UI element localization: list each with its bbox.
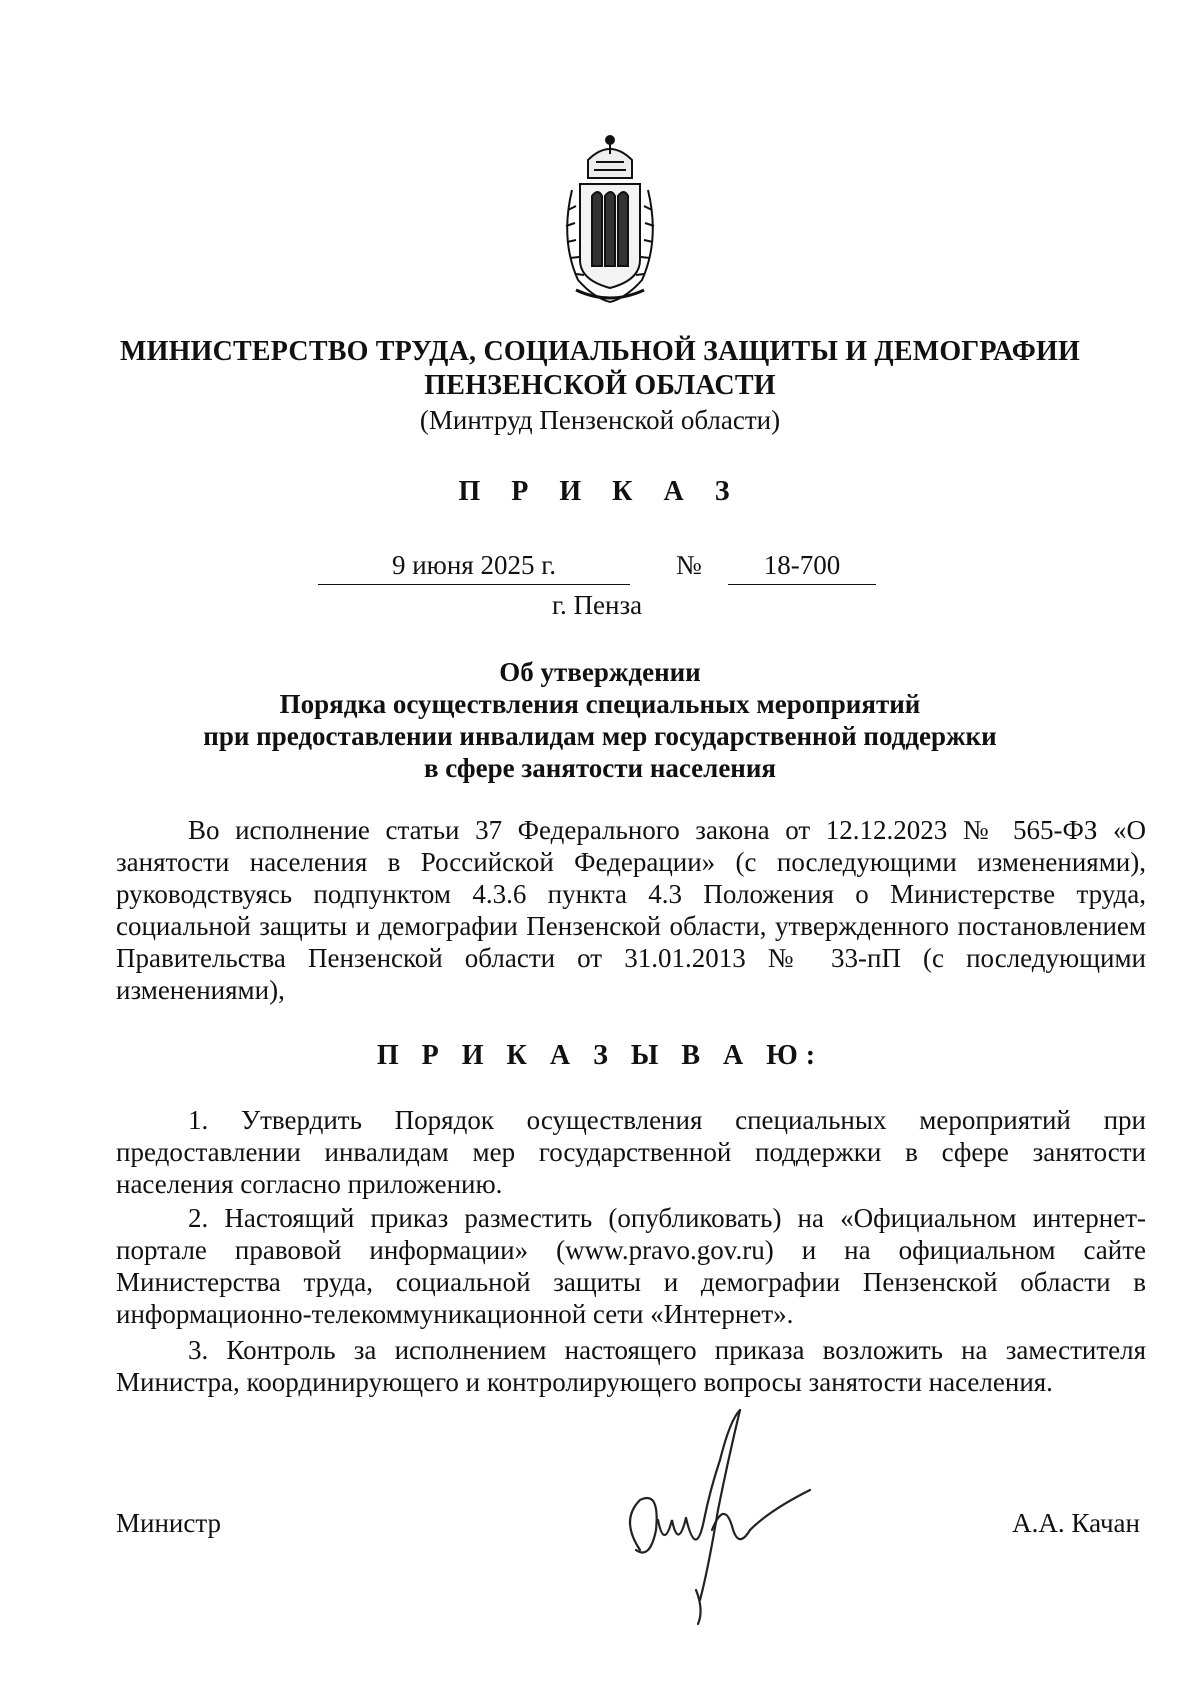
- subject-line4: в сфере занятости населения: [423, 753, 777, 783]
- org-name-line2: ПЕНЗЕНСКОЙ ОБЛАСТИ: [424, 370, 776, 401]
- number-sign: №: [676, 550, 702, 580]
- date-number-row: [0, 550, 1200, 590]
- order-item-3: 3. Контроль за исполнением настоящего приказа возложить на заместителя Министра, координирующего и контролирующего вопросы занятости населения.: [116, 1335, 1146, 1397]
- org-name-line1: МИНИСТЕРСТВО ТРУДА, СОЦИАЛЬНОЙ ЗАЩИТЫ И ДЕМОГРАФИИ: [120, 336, 1080, 367]
- order-item-2: 2. Настоящий приказ разместить (опубликовать) на «Официальном интернет-портале правовой информации» (www.pravo.gov.ru) и на официальном сайте Министерства труда, социальной защиты и демографии Пензенской области в информационно-телекоммуникационной сети «Интернет».: [116, 1203, 1146, 1329]
- org-short-name: (Минтруд Пензенской области): [419, 405, 781, 435]
- preamble-paragraph: Во исполнение статьи 37 Федерального закона от 12.12.2023 № 565-ФЗ «О занятости населения в Российской Федерации» (с последующими изменениями), руководствуясь подпунктом 4.3.6 пункта 4.3 Положения о Министерстве труда, социальной защиты и демографии Пензенской области, утвержденного постановлением Правительства Пензенской области от 31.01.2013 № 33-пП (с последующими изменениями),: [116, 815, 1146, 1005]
- subject-line2: Порядка осуществления специальных мероприятий: [279, 689, 921, 719]
- signatory-name: А.А. Качан: [1012, 1508, 1140, 1538]
- coat-of-arms-icon: [558, 130, 662, 310]
- document-number: 18-700: [728, 550, 876, 585]
- document-city: г. Пенза: [552, 590, 643, 620]
- signatory-role: Министр: [116, 1508, 221, 1538]
- document-date: 9 июня 2025 г.: [318, 550, 630, 585]
- subject-line3: при предоставлении инвалидам мер государственной поддержки: [203, 721, 997, 751]
- handwritten-signature: [600, 1400, 830, 1630]
- subject-line1: Об утверждении: [499, 657, 701, 687]
- order-item-1: 1. Утвердить Порядок осуществления специальных мероприятий при предоставлении инвалидам мер государственной поддержки в сфере занятости населения согласно приложению.: [116, 1105, 1146, 1199]
- document-type: П Р И К А З: [458, 476, 742, 507]
- resolve-heading: П Р И К А З Ы В А Ю:: [376, 1040, 824, 1071]
